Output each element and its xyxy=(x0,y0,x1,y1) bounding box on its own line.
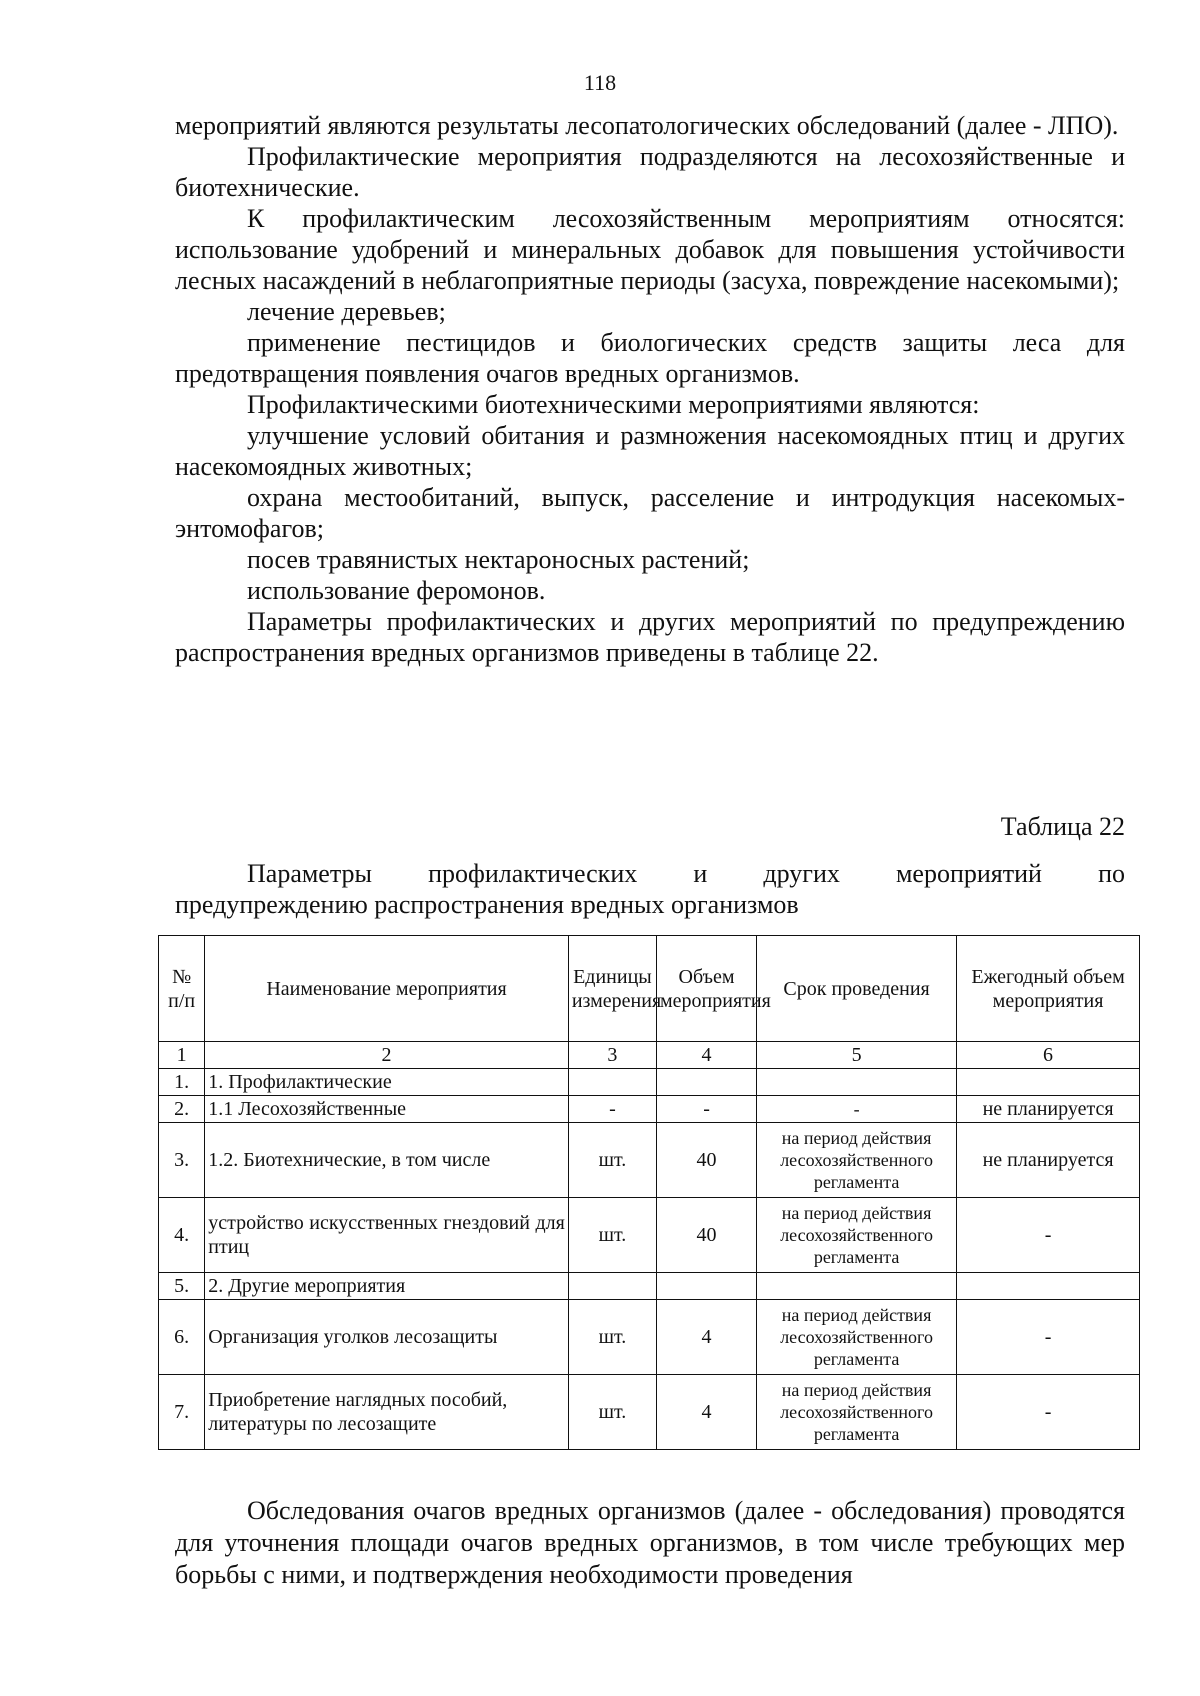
paragraph: Обследования очагов вредных организмов (далее - обследования) проводятся для уточнения площади очагов вредных организмов, в том числе требующих мер борьбы с ними, и подтверждения необходимости проведения xyxy=(175,1496,1125,1589)
cell-annual: не планируется xyxy=(957,1096,1140,1123)
cell-name: Приобретение наглядных пособий, литературы по лесозащите xyxy=(205,1375,569,1450)
footer-text xyxy=(175,1495,1125,1591)
cell-unit: шт. xyxy=(568,1300,656,1375)
table-row xyxy=(159,1123,1140,1198)
cell-unit xyxy=(568,1273,656,1300)
cell-num: 4. xyxy=(159,1198,205,1273)
paragraph: К профилактическим лесохозяйственным мероприятиям относятся: использование удобрений и минеральных добавок для повышения устойчивости лесных насаждений в неблагоприятные периоды (засуха, повреждение насекомыми); xyxy=(175,204,1125,295)
cell-name: 1. Профилактические xyxy=(205,1069,569,1096)
table-title-line: Параметры профилактических и других мероприятий по xyxy=(247,859,1125,888)
cell-annual: - xyxy=(957,1300,1140,1375)
cell-volume xyxy=(657,1069,757,1096)
cell-term: на период действия лесохозяйственного регламента xyxy=(757,1198,957,1273)
cell-name: 1.2. Биотехнические, в том числе xyxy=(205,1123,569,1198)
cell-volume: 4 xyxy=(657,1300,757,1375)
cell-unit: шт. xyxy=(568,1123,656,1198)
table-caption: Таблица 22 xyxy=(1000,812,1125,841)
cell-volume: 40 xyxy=(657,1198,757,1273)
paragraph: Профилактические мероприятия подразделяются на лесохозяйственные и биотехнические. xyxy=(175,142,1125,202)
paragraph: мероприятий являются результаты лесопатологических обследований (далее - ЛПО). xyxy=(175,111,1119,140)
table-header-row xyxy=(159,936,1140,1042)
cell-term: на период действия лесохозяйственного регламента xyxy=(757,1300,957,1375)
header-volume: Объем мероприятия xyxy=(657,936,757,1042)
cell-num: 5. xyxy=(159,1273,205,1300)
cell-unit: шт. xyxy=(568,1375,656,1450)
cell-unit xyxy=(568,1069,656,1096)
cell-annual: - xyxy=(957,1198,1140,1273)
measures-table xyxy=(158,935,1140,1450)
column-number: 4 xyxy=(657,1042,757,1069)
cell-term: на период действия лесохозяйственного регламента xyxy=(757,1375,957,1450)
header-name: Наименование мероприятия xyxy=(205,936,569,1042)
cell-annual xyxy=(957,1069,1140,1096)
cell-volume: 40 xyxy=(657,1123,757,1198)
body-text xyxy=(175,110,1125,668)
table-title xyxy=(175,858,1125,920)
table-row xyxy=(159,1375,1140,1450)
cell-num: 3. xyxy=(159,1123,205,1198)
paragraph: использование феромонов. xyxy=(247,576,546,605)
cell-annual xyxy=(957,1273,1140,1300)
table-row xyxy=(159,1069,1140,1096)
paragraph: улучшение условий обитания и размножения насекомоядных птиц и других насекомоядных животных; xyxy=(175,421,1125,481)
cell-volume: - xyxy=(657,1096,757,1123)
cell-name: устройство искусственных гнездовий для птиц xyxy=(205,1198,569,1273)
cell-name: 1.1 Лесохозяйственные xyxy=(205,1096,569,1123)
table-row xyxy=(159,1198,1140,1273)
cell-unit: шт. xyxy=(568,1198,656,1273)
table-row xyxy=(159,1300,1140,1375)
cell-num: 2. xyxy=(159,1096,205,1123)
column-number: 6 xyxy=(957,1042,1140,1069)
cell-term xyxy=(757,1069,957,1096)
cell-volume xyxy=(657,1273,757,1300)
column-number: 3 xyxy=(568,1042,656,1069)
column-number-row xyxy=(159,1042,1140,1069)
cell-term xyxy=(757,1273,957,1300)
cell-num: 7. xyxy=(159,1375,205,1450)
cell-unit: - xyxy=(568,1096,656,1123)
cell-name: 2. Другие мероприятия xyxy=(205,1273,569,1300)
cell-annual: не планируется xyxy=(957,1123,1140,1198)
paragraph: посев травянистых нектароносных растений; xyxy=(247,545,750,574)
column-number: 2 xyxy=(205,1042,569,1069)
cell-term: на период действия лесохозяйственного регламента xyxy=(757,1123,957,1198)
column-number: 1 xyxy=(159,1042,205,1069)
cell-num: 6. xyxy=(159,1300,205,1375)
column-number: 5 xyxy=(757,1042,957,1069)
header-annual: Ежегодный объем мероприятия xyxy=(957,936,1140,1042)
page-number: 118 xyxy=(583,70,617,95)
paragraph: охрана местообитаний, выпуск, расселение и интродукция насекомых-энтомофагов; xyxy=(175,483,1125,543)
paragraph: Профилактическими биотехническими мероприятиями являются: xyxy=(247,390,980,419)
cell-term: - xyxy=(757,1096,957,1123)
cell-annual: - xyxy=(957,1375,1140,1450)
paragraph: применение пестицидов и биологических средств защиты леса для предотвращения появления очагов вредных организмов. xyxy=(175,328,1125,388)
table-row xyxy=(159,1273,1140,1300)
cell-num: 1. xyxy=(159,1069,205,1096)
cell-name: Организация уголков лесозащиты xyxy=(205,1300,569,1375)
header-term: Срок проведения xyxy=(757,936,957,1042)
table-row xyxy=(159,1096,1140,1123)
table-title-line: предупреждению распространения вредных организмов xyxy=(175,890,799,919)
header-num: № п/п xyxy=(159,936,205,1042)
paragraph: лечение деревьев; xyxy=(247,297,446,326)
paragraph: Параметры профилактических и других мероприятий по предупреждению распространения вредных организмов приведены в таблице 22. xyxy=(175,607,1125,667)
cell-volume: 4 xyxy=(657,1375,757,1450)
header-unit: Единицы измерения xyxy=(568,936,656,1042)
